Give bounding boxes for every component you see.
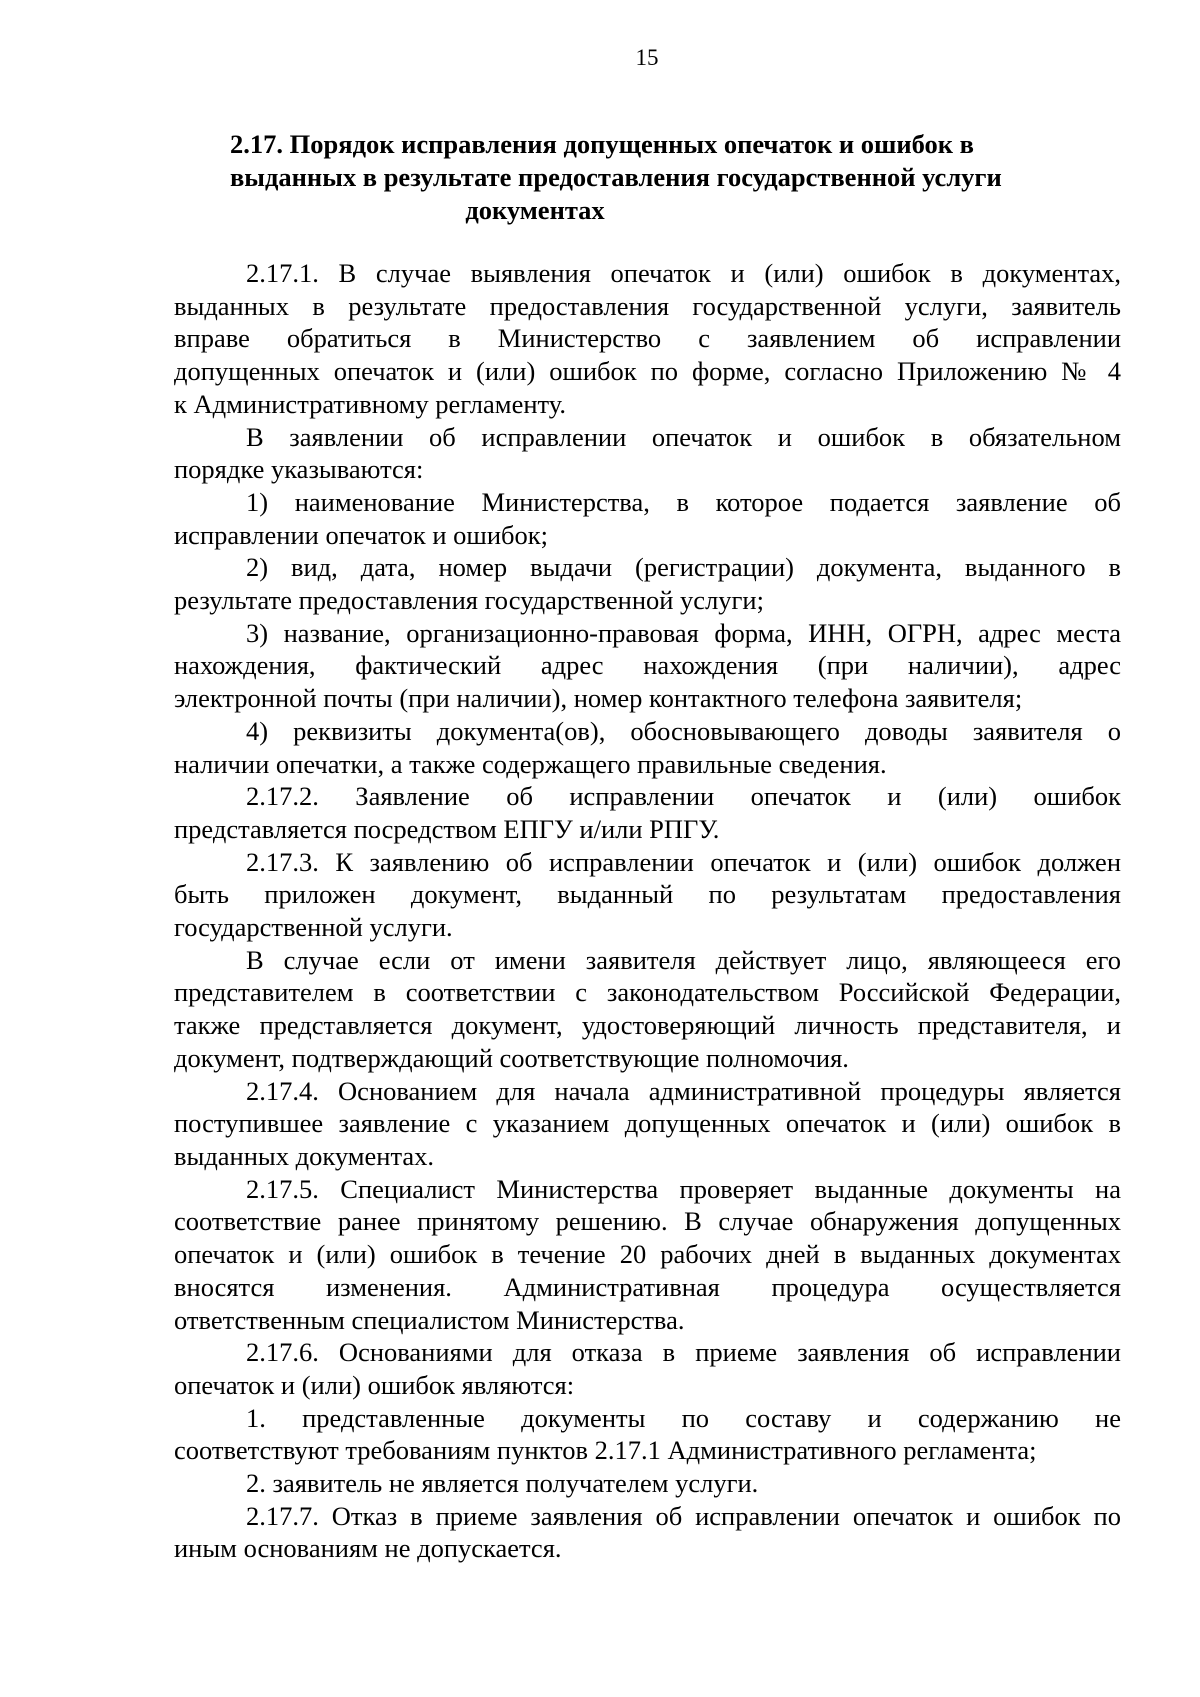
text-line: выданных документах. <box>174 1140 434 1171</box>
text-line: 2.17.5. Специалист Министерства проверяет выданные документы на <box>246 1173 1121 1204</box>
text-line: 1. представленные документы по составу и содержанию не <box>246 1402 1121 1433</box>
section-heading <box>230 128 1002 227</box>
paragraph <box>174 257 1121 421</box>
text-line: нахождения, фактический адрес нахождения (при наличии), адрес <box>174 650 1121 681</box>
text-line: допущенных опечаток и (или) ошибок по форме, согласно Приложению № 4 <box>174 356 1121 387</box>
text-line: В случае если от имени заявителя действует лицо, являющееся его <box>246 944 1121 975</box>
paragraph <box>174 617 1121 715</box>
text-line: опечаток и (или) ошибок в течение 20 рабочих дней в выданных документах <box>174 1239 1121 1270</box>
text-line: 2) вид, дата, номер выдачи (регистрации) документа, выданного в <box>246 552 1121 583</box>
text-line: исправлении опечаток и ошибок; <box>174 519 548 550</box>
text-line: иным основаниям не допускается. <box>174 1533 562 1564</box>
text-line: государственной услуги. <box>174 912 453 943</box>
text-line: опечаток и (или) ошибок являются: <box>174 1369 575 1400</box>
text-line: 2.17.4. Основанием для начала административной процедуры является <box>246 1075 1121 1106</box>
text-line: документ, подтверждающий соответствующие полномочия. <box>174 1042 849 1073</box>
text-line: соответствие ранее принятому решению. В случае обнаружения допущенных <box>174 1206 1121 1237</box>
paragraph <box>174 1402 1121 1467</box>
text-line: 2.17.3. К заявлению об исправлении опечаток и (или) ошибок должен <box>246 846 1121 877</box>
paragraph <box>174 1075 1121 1173</box>
text-line: соответствуют требованиям пунктов 2.17.1 Административного регламента; <box>174 1435 1037 1466</box>
text-line: также представляется документ, удостоверяющий личность представителя, и <box>174 1010 1121 1041</box>
text-line: 2.17.6. Основаниями для отказа в приеме заявления об исправлении <box>246 1337 1121 1368</box>
body-text <box>174 257 1121 1565</box>
text-line: 1) наименование Министерства, в которое подается заявление об <box>246 486 1121 517</box>
text-line: выданных в результате предоставления государственной услуги, заявитель <box>174 290 1121 321</box>
heading-line: выданных в результате предоставления государственной услуги <box>230 162 1002 192</box>
text-line: поступившее заявление с указанием допущенных опечаток и (или) ошибок в <box>174 1108 1121 1139</box>
page-number: 15 <box>635 45 659 70</box>
paragraph <box>174 846 1121 944</box>
text-line: 2.17.2. Заявление об исправлении опечаток и (или) ошибок <box>246 781 1121 812</box>
text-line: ответственным специалистом Министерства. <box>174 1304 685 1335</box>
text-line: к Административному регламенту. <box>174 388 566 419</box>
paragraph <box>174 421 1121 486</box>
paragraph <box>174 1467 1121 1500</box>
text-line: 3) название, организационно-правовая форма, ИНН, ОГРН, адрес места <box>246 617 1121 648</box>
heading-line: документах <box>465 195 605 225</box>
heading-line: 2.17. Порядок исправления допущенных опечаток и ошибок в <box>230 129 974 159</box>
paragraph <box>174 1500 1121 1565</box>
paragraph <box>174 1173 1121 1337</box>
paragraph <box>174 715 1121 780</box>
text-line: быть приложен документ, выданный по результатам предоставления <box>174 879 1121 910</box>
text-line: В заявлении об исправлении опечаток и ошибок в обязательном <box>246 421 1121 452</box>
paragraph <box>174 780 1121 845</box>
text-line: представляется посредством ЕПГУ и/или РПГУ. <box>174 813 720 844</box>
text-line: 2. заявитель не является получателем услуги. <box>246 1468 759 1499</box>
text-line: вправе обратиться в Министерство с заявлением об исправлении <box>174 323 1121 354</box>
paragraph <box>174 486 1121 551</box>
text-line: 2.17.7. Отказ в приеме заявления об исправлении опечаток и ошибок по <box>246 1500 1121 1531</box>
text-line: вносятся изменения. Административная процедура осуществляется <box>174 1271 1121 1302</box>
text-line: 4) реквизиты документа(ов), обосновывающего доводы заявителя о <box>246 715 1121 746</box>
paragraph <box>174 551 1121 616</box>
text-line: результате предоставления государственной услуги; <box>174 585 764 616</box>
text-line: наличии опечатки, а также содержащего правильные сведения. <box>174 748 887 779</box>
text-line: электронной почты (при наличии), номер контактного телефона заявителя; <box>174 683 1023 714</box>
paragraph <box>174 944 1121 1075</box>
text-line: порядке указываются: <box>174 454 424 485</box>
paragraph <box>174 1336 1121 1401</box>
text-line: 2.17.1. В случае выявления опечаток и (или) ошибок в документах, <box>246 258 1121 288</box>
text-line: представителем в соответствии с законодательством Российской Федерации, <box>174 977 1121 1008</box>
